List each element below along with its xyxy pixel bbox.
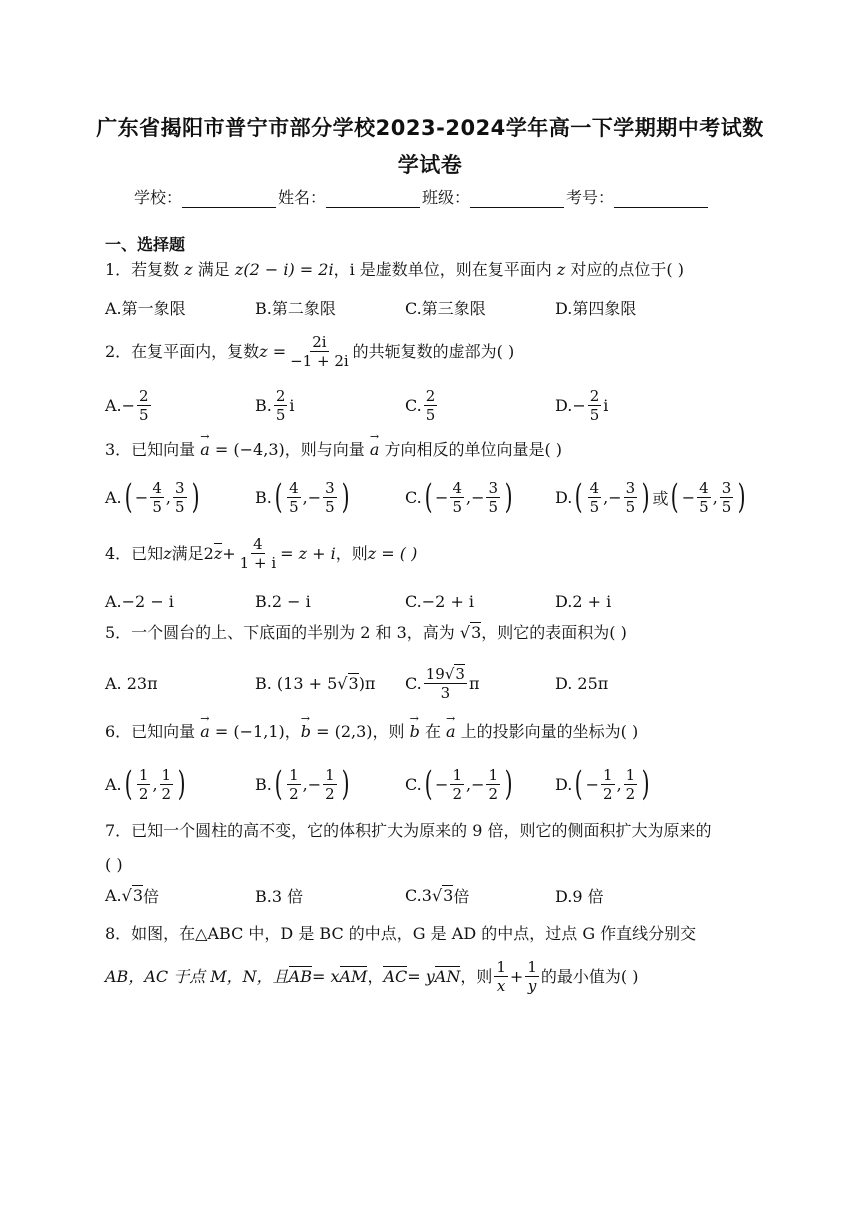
left-paren: ( <box>424 477 433 517</box>
fraction-numerator: 1 <box>289 765 299 784</box>
q2-option-c <box>405 383 439 427</box>
option-suffix: 倍 <box>453 886 470 906</box>
section-heading: 一、选择题 <box>105 235 186 254</box>
vector-a: → a <box>200 440 210 460</box>
option-suffix: π <box>468 673 480 693</box>
q1-var: z <box>556 260 566 279</box>
fraction-numerator: 1 <box>496 958 506 976</box>
option-label: A. <box>105 774 122 794</box>
fraction-numerator: 1 <box>488 765 499 784</box>
sign: − <box>435 487 449 507</box>
q1-option-a: A.第一象限 <box>105 298 186 318</box>
option-suffix: 倍 <box>143 886 160 906</box>
q6-option-d <box>555 762 652 806</box>
q3-text: 3．已知向量 <box>105 440 201 459</box>
right-paren: ) <box>737 477 746 517</box>
q3-option-a <box>105 475 202 519</box>
fraction-denominator: 5 <box>589 497 600 516</box>
q6-text: 6．已知向量 <box>105 722 201 741</box>
option-label: D.− <box>555 395 586 415</box>
option-suffix: i <box>603 395 609 415</box>
exam-title-line2: 学试卷 <box>397 153 463 177</box>
right-paren: ) <box>341 764 350 804</box>
vector-b: → b <box>410 722 420 742</box>
fraction-denominator: 5 <box>139 405 149 424</box>
class-blank <box>470 189 564 208</box>
left-paren: ( <box>124 764 133 804</box>
q2-var: z = <box>259 341 287 361</box>
option-label: A. <box>105 885 122 905</box>
q1-text: ，i 是虚数单位，则在复平面内 <box>333 260 557 279</box>
sign: − <box>585 774 600 794</box>
vector-a: → a <box>370 440 380 460</box>
option-suffix: i <box>289 395 295 415</box>
fraction-denominator: 2 <box>625 784 636 803</box>
option-fraction <box>450 479 464 516</box>
q4-option-d <box>555 581 611 621</box>
vector-ab: AB <box>288 967 312 986</box>
fraction-denominator: 2 <box>488 784 499 803</box>
question-7-paren: ( ) <box>105 855 123 874</box>
q7-option-a <box>105 875 159 915</box>
fraction-numerator: 4 <box>253 535 263 553</box>
option-fraction <box>150 479 164 516</box>
fraction-numerator <box>424 665 467 684</box>
option-label: C. <box>405 487 422 507</box>
q8-text: = x <box>311 966 340 986</box>
option-suffix: )π <box>358 673 376 693</box>
fraction-denominator: 2 <box>289 784 299 803</box>
vector-an: AN <box>434 967 461 986</box>
vector-ac: AC <box>383 967 408 986</box>
q1-option-d: D.第四象限 <box>555 298 637 318</box>
student-info-row <box>134 185 710 208</box>
sign: − <box>681 487 696 507</box>
q2-text: 2．在复平面内，复数 <box>105 341 260 361</box>
option-label: D. <box>555 774 573 794</box>
fraction-denominator: y <box>527 977 537 995</box>
fraction-numerator: 3 <box>174 478 185 497</box>
option-label: C. <box>405 395 422 415</box>
q3-option-b <box>255 475 352 519</box>
question-4 <box>105 535 417 572</box>
q4-text: 满足 <box>171 543 204 563</box>
q7-option-c <box>405 875 469 915</box>
q4-option-b <box>255 581 311 621</box>
fraction-numerator: 2 <box>275 386 286 405</box>
q1-option-c: C.第三象限 <box>405 298 486 318</box>
q2-fraction <box>288 333 351 370</box>
fraction-denominator: 5 <box>325 497 335 516</box>
sign: − <box>435 774 449 794</box>
option-fraction <box>424 387 438 424</box>
question-6 <box>105 722 638 742</box>
left-paren: ( <box>124 477 133 517</box>
name-label: 姓名： <box>278 188 327 207</box>
option-label: A. <box>105 487 122 507</box>
conjugate-z: z <box>213 544 223 563</box>
fraction-denominator: 2 <box>452 784 462 803</box>
q3-text: 方向相反的单位向量是( ) <box>379 440 563 459</box>
q2-option-a <box>105 383 153 427</box>
fraction-numerator: 3 <box>625 478 636 497</box>
separator: , <box>152 774 158 794</box>
q1-text: 1．若复数 <box>105 260 185 279</box>
sqrt-radicand: 3 <box>443 886 454 905</box>
q6-option-c <box>405 762 515 806</box>
q1-options <box>105 285 805 329</box>
sqrt-icon: √ <box>431 885 443 905</box>
fraction-numerator: 3 <box>325 478 335 497</box>
right-paren: ) <box>641 477 650 517</box>
right-paren: ) <box>341 477 350 517</box>
fraction-denominator: 5 <box>152 497 162 516</box>
fraction-denominator: −1 + 2i <box>290 352 349 370</box>
q5-text: ，则它的表面积为( ) <box>481 623 627 642</box>
q8-fraction-y <box>525 958 539 995</box>
numerator-coef: 19 <box>425 664 445 683</box>
or-word: 或 <box>652 488 669 508</box>
separator: ,− <box>302 774 322 794</box>
question-2 <box>105 333 514 370</box>
q4-text: ，则 <box>335 543 368 563</box>
q5-option-a: A. 23π <box>105 673 158 693</box>
separator: ,− <box>603 487 622 507</box>
fraction-numerator: 1 <box>325 765 335 784</box>
q4-fraction <box>238 535 278 572</box>
left-paren: ( <box>274 477 283 517</box>
fraction-numerator: 1 <box>527 958 537 976</box>
q6-option-a <box>105 762 188 806</box>
question-7: 7．已知一个圆柱的高不变，它的体积扩大为原来的 9 倍，则它的侧面积扩大为原来的 <box>105 821 712 840</box>
option-fraction <box>173 479 187 516</box>
option-fraction <box>287 766 301 803</box>
fraction-denominator: 5 <box>425 405 436 424</box>
fraction-denominator: 5 <box>625 497 636 516</box>
fraction-numerator: 3 <box>721 478 732 497</box>
vector-a: → a <box>446 722 456 742</box>
option-fraction <box>323 479 337 516</box>
right-paren: ) <box>191 477 200 517</box>
option-fraction <box>424 665 467 702</box>
question-3 <box>105 440 562 460</box>
option-fraction <box>486 479 500 516</box>
school-blank <box>182 189 276 208</box>
fraction-numerator: 1 <box>625 765 636 784</box>
q8-text: 的最小值为( ) <box>540 966 639 986</box>
q8-text: ， <box>367 966 384 986</box>
sign: − <box>134 487 149 507</box>
q4-equation: = z + i <box>280 543 336 563</box>
option-label: A. <box>105 591 122 611</box>
q4-option-c <box>405 581 474 621</box>
option-label: B. <box>255 591 272 611</box>
q6-options <box>105 762 805 806</box>
q2-option-d <box>555 383 608 427</box>
q4-coef: 2 <box>203 543 214 563</box>
option-label: D. <box>555 591 573 611</box>
option-fraction <box>624 479 638 516</box>
q8-text: = y <box>407 966 435 986</box>
q4-text: z = ( ) <box>367 543 418 563</box>
left-paren: ( <box>274 764 283 804</box>
question-8-line2 <box>105 958 638 995</box>
q2-text: 的共轭复数的虚部为( ) <box>352 341 515 361</box>
sqrt-radicand: 3 <box>348 674 359 693</box>
q6-text: = (2,3)，则 <box>311 722 410 741</box>
q3-options <box>105 475 805 519</box>
option-label: B. <box>255 774 272 794</box>
fraction-denominator: 3 <box>440 683 451 702</box>
q4-options <box>105 581 805 621</box>
separator: ,− <box>465 774 485 794</box>
separator: , <box>712 487 718 507</box>
q8-text: AB，AC 于点 M，N，且 <box>105 966 289 986</box>
name-blank <box>326 189 420 208</box>
q5-option-c <box>405 661 479 705</box>
option-label: A.− <box>105 395 136 415</box>
class-label: 班级： <box>422 188 471 207</box>
left-paren: ( <box>574 764 583 804</box>
fraction-denominator: 5 <box>289 497 299 516</box>
q5-options <box>105 661 805 705</box>
q6-text: 上的投影向量的坐标为( ) <box>455 722 639 741</box>
fraction-denominator: 5 <box>721 497 732 516</box>
school-label: 学校： <box>134 188 183 207</box>
option-label: C. <box>405 591 422 611</box>
question-1 <box>105 260 684 280</box>
fraction-numerator: 1 <box>603 765 613 784</box>
q5-option-d: D. 25π <box>555 673 609 693</box>
fraction-numerator: 2 <box>589 386 600 405</box>
question-5 <box>105 623 627 643</box>
separator: , <box>616 774 622 794</box>
option-fraction <box>160 766 174 803</box>
fraction-denominator: 2 <box>138 784 149 803</box>
option-fraction <box>323 766 337 803</box>
sqrt-icon: √ <box>337 673 348 693</box>
option-label: C. <box>405 673 422 693</box>
q3-option-c <box>405 475 515 519</box>
q1-text: 满足 <box>192 260 235 279</box>
option-value: −2 + i <box>421 591 475 611</box>
q8-fraction-x <box>494 958 508 995</box>
option-fraction <box>588 479 602 516</box>
q6-text: 在 <box>419 722 447 741</box>
q7-option-d: D.9 倍 <box>555 886 604 906</box>
q7-options <box>105 875 805 915</box>
q4-var: z <box>163 543 172 563</box>
option-fraction <box>137 387 151 424</box>
fraction-numerator: 2i <box>312 333 327 351</box>
fraction-numerator: 4 <box>152 478 162 497</box>
option-fraction <box>697 479 711 516</box>
q4-text: 4．已知 <box>105 543 164 563</box>
option-fraction <box>274 387 288 424</box>
q3-option-d <box>555 475 749 519</box>
vector-b: → b <box>301 722 311 742</box>
exam-title-line1: 广东省揭阳市普宁市部分学校2023-2024学年高一下学期期中考试数 <box>96 116 764 140</box>
fraction-numerator: 1 <box>138 765 149 784</box>
option-fraction <box>486 766 500 803</box>
q1-var: z <box>184 260 193 279</box>
fraction-numerator: 3 <box>488 478 499 497</box>
right-paren: ) <box>504 764 513 804</box>
option-label: B. (13 + 5 <box>255 673 338 693</box>
separator: ,− <box>302 487 322 507</box>
fraction-numerator: 4 <box>589 478 600 497</box>
fraction-denominator: 2 <box>603 784 613 803</box>
sqrt-icon: √ <box>121 885 132 905</box>
left-paren: ( <box>424 764 433 804</box>
fraction-denominator: x <box>496 977 506 995</box>
plus-sign: + <box>509 966 524 986</box>
q1-text: 对应的点位于( ) <box>565 260 684 279</box>
q5-option-b <box>255 661 375 705</box>
option-label: B. <box>255 395 272 415</box>
vector-a: → a <box>200 722 210 742</box>
fraction-denominator: 5 <box>699 497 709 516</box>
fraction-denominator: 5 <box>589 405 600 424</box>
fraction-numerator: 4 <box>289 478 299 497</box>
fraction-numerator: 2 <box>139 386 149 405</box>
option-fraction <box>137 766 151 803</box>
option-value: −2 − i <box>121 591 174 611</box>
number-blank <box>614 189 708 208</box>
separator: ,− <box>465 487 485 507</box>
option-label: C. <box>405 774 422 794</box>
question-8: 8．如图，在△ABC 中，D 是 BC 的中点，G 是 AD 的中点，过点 G 作直线分别交 <box>105 924 697 943</box>
sqrt-icon: √ <box>444 664 455 683</box>
fraction-denominator: 5 <box>174 497 185 516</box>
fraction-numerator: 1 <box>452 765 462 784</box>
left-paren: ( <box>574 477 583 517</box>
q3-text: = (−4,3)，则与向量 <box>209 440 370 459</box>
fraction-numerator: 4 <box>699 478 709 497</box>
option-label: C.3 <box>405 885 432 905</box>
sqrt-radicand: 3 <box>471 623 482 642</box>
q8-text: ，则 <box>460 966 493 986</box>
q2-options <box>105 383 805 427</box>
q7-option-b: B.3 倍 <box>255 886 304 906</box>
fraction-denominator: 5 <box>488 497 499 516</box>
q4-text: + <box>222 543 236 563</box>
option-fraction <box>624 766 638 803</box>
sqrt-radicand: 3 <box>455 664 465 683</box>
option-label: D. <box>555 487 573 507</box>
vector-am: AM <box>339 967 368 986</box>
separator: , <box>165 487 171 507</box>
fraction-numerator: 2 <box>425 386 436 405</box>
q2-option-b <box>255 383 295 427</box>
fraction-numerator: 1 <box>161 765 172 784</box>
option-fraction <box>720 479 734 516</box>
fraction-denominator: 5 <box>275 405 286 424</box>
option-fraction <box>588 387 602 424</box>
fraction-denominator: 5 <box>452 497 462 516</box>
fraction-denominator: 2 <box>161 784 172 803</box>
option-label: B. <box>255 487 272 507</box>
q6-text: = (−1,1)， <box>209 722 301 741</box>
q1-option-b: B.第二象限 <box>255 298 336 318</box>
right-paren: ) <box>504 477 513 517</box>
sqrt-radicand: 3 <box>132 886 144 905</box>
option-fraction <box>601 766 615 803</box>
fraction-denominator: 1 + i <box>239 554 277 572</box>
option-fraction <box>287 479 301 516</box>
q4-option-a <box>105 581 174 621</box>
option-fraction <box>450 766 464 803</box>
option-value: 2 − i <box>271 591 311 611</box>
number-label: 考号： <box>566 188 615 207</box>
right-paren: ) <box>641 764 650 804</box>
q1-equation: z(2 − i) = 2i <box>234 260 334 279</box>
option-value: 2 + i <box>572 591 612 611</box>
q5-text: 5．一个圆台的上、下底面的半别为 2 和 3，高为 <box>105 623 460 642</box>
q6-option-b <box>255 762 352 806</box>
sqrt-icon: √ <box>459 623 471 642</box>
fraction-numerator: 4 <box>452 478 462 497</box>
fraction-denominator: 2 <box>325 784 335 803</box>
right-paren: ) <box>177 764 186 804</box>
left-paren: ( <box>671 477 680 517</box>
